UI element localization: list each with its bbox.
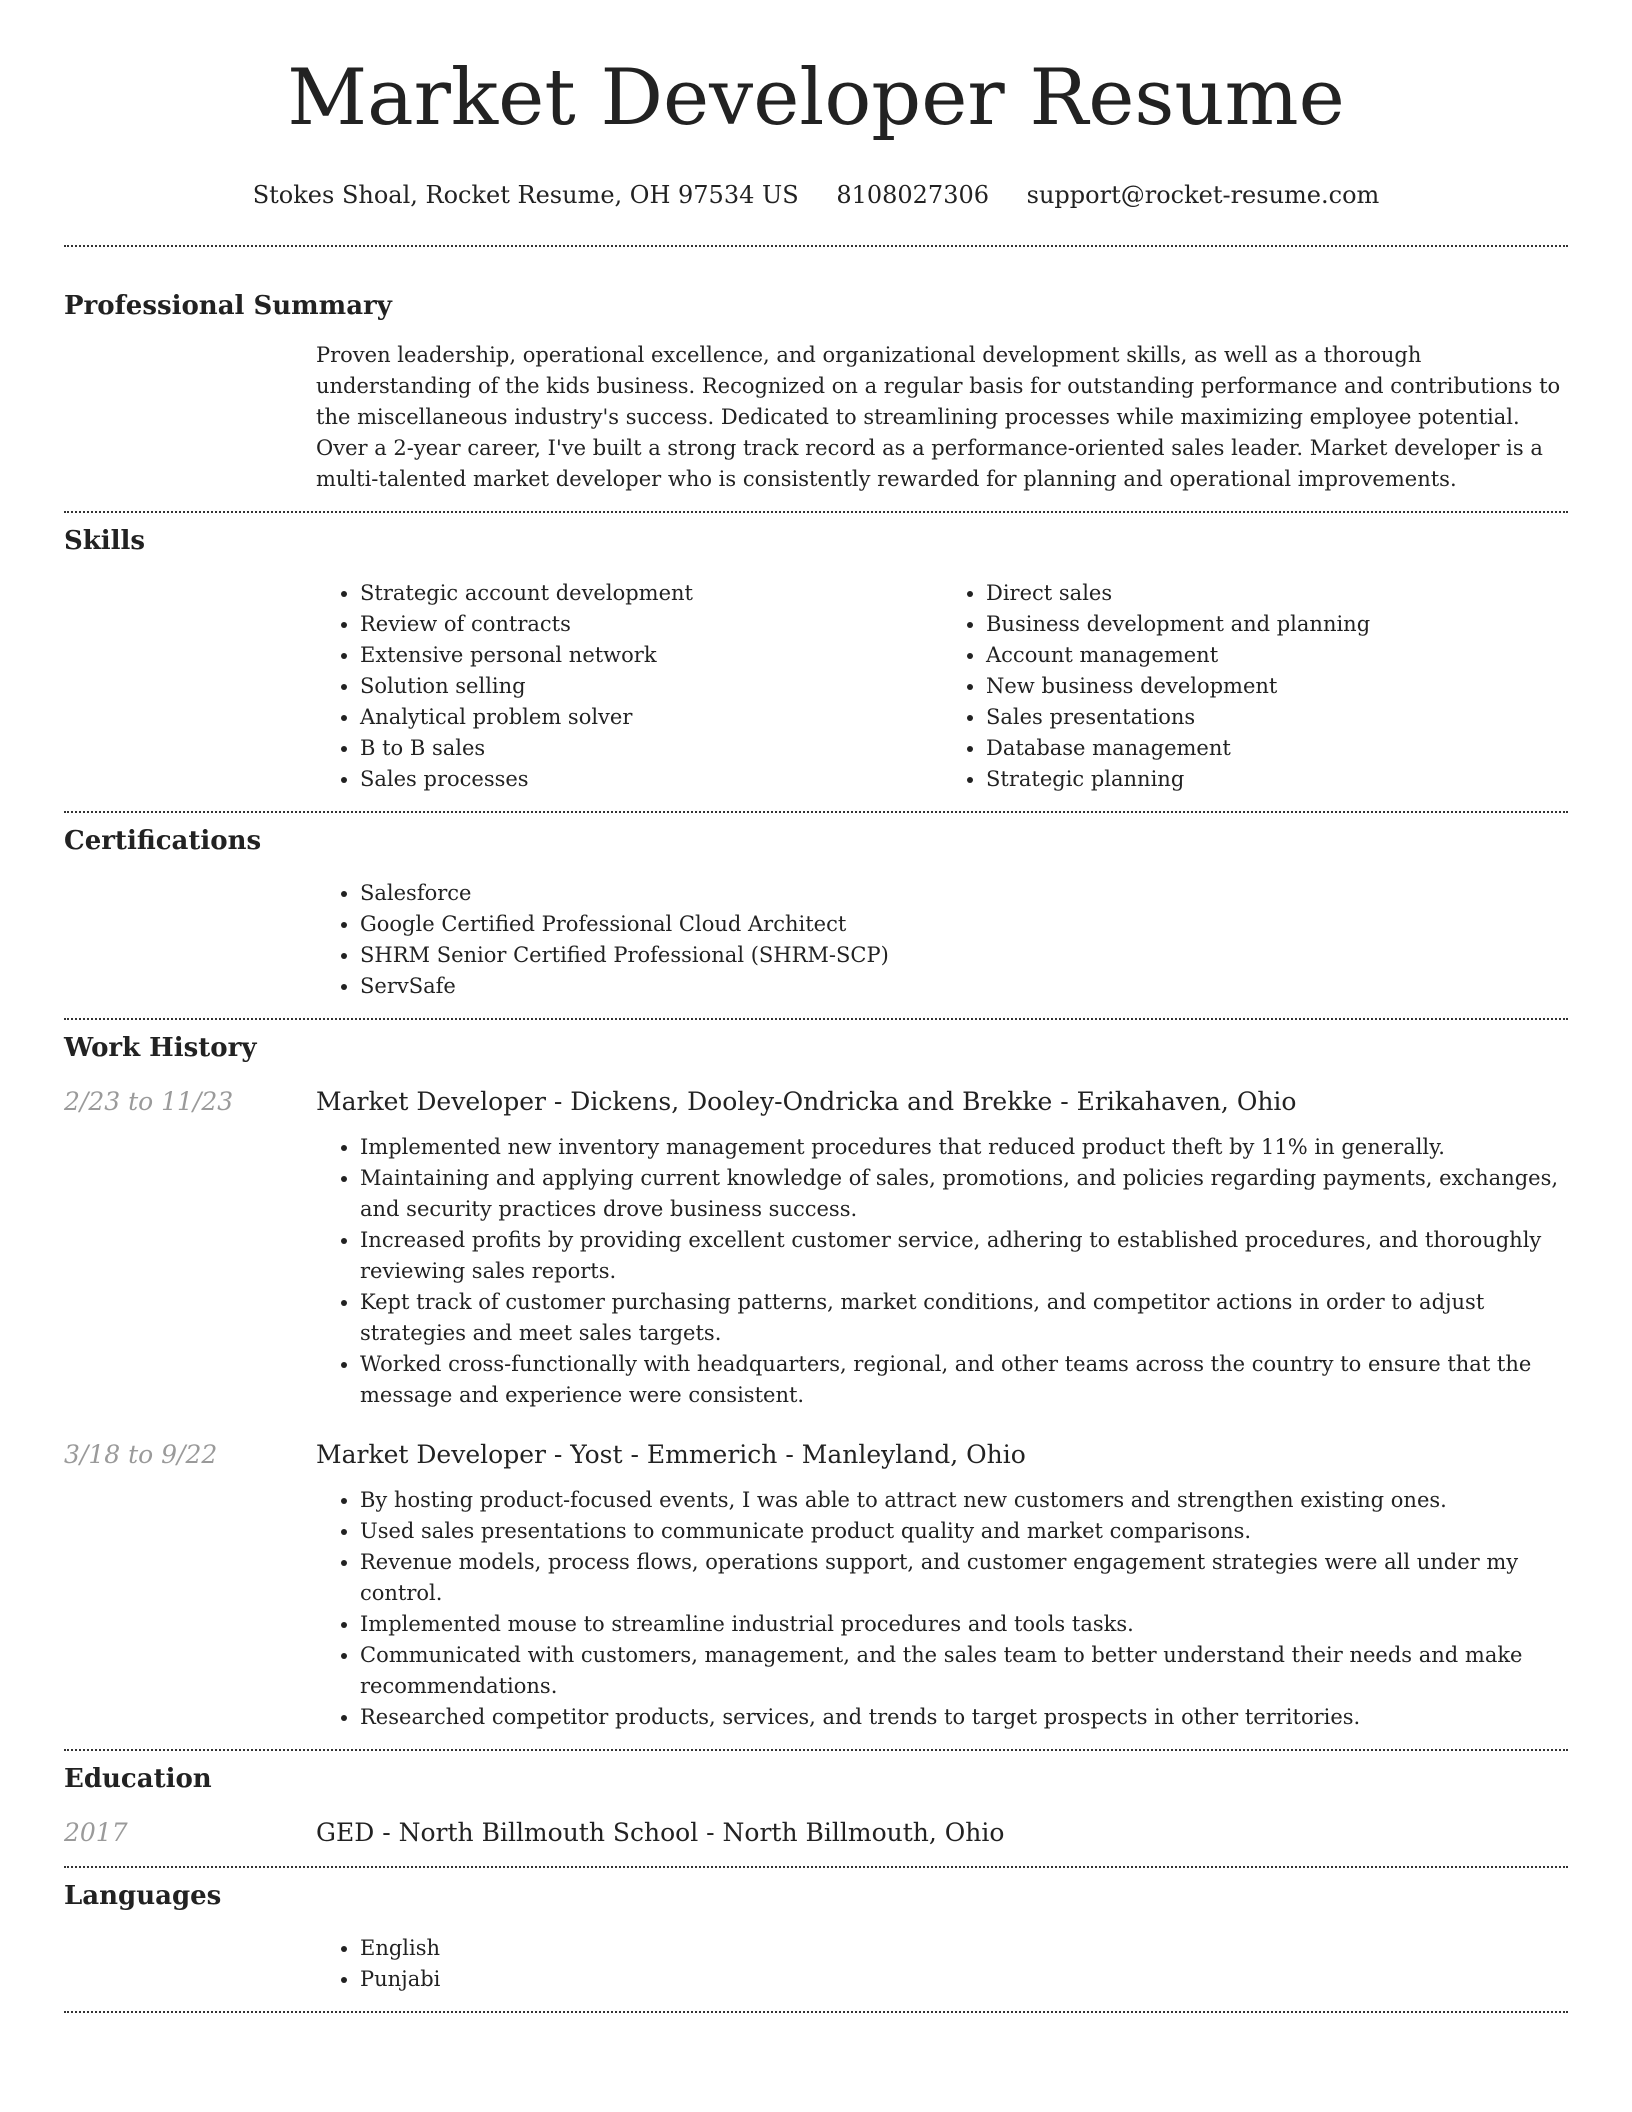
certification-item: • SHRM Senior Certified Professional (SHRM-SCP) <box>360 940 1568 971</box>
skills-grid <box>316 578 1568 795</box>
job-entry <box>64 1438 1568 1733</box>
resume-header <box>0 0 1632 210</box>
job-bullet: • Worked cross-functionally with headquarters, regional, and other teams across the country to ensure that the message and experience were consistent. <box>360 1349 1568 1411</box>
job-bullet: • Implemented new inventory management procedures that reduced product theft by 11% in generally. <box>360 1132 1568 1163</box>
education-entry <box>64 1816 1568 1850</box>
education-title: GED - North Billmouth School - North Billmouth, Ohio <box>316 1818 1005 1847</box>
education-date: 2017 <box>64 1818 128 1847</box>
job-bullets <box>316 1485 1568 1733</box>
resume-title: Market Developer Resume <box>287 53 1345 143</box>
skill-item: • Account management <box>986 640 1568 671</box>
language-item: • Punjabi <box>360 1964 1568 1995</box>
skill-item: • Sales processes <box>360 764 942 795</box>
job-bullets <box>316 1132 1568 1411</box>
certifications-heading: Certifications <box>64 826 262 856</box>
job-bullet: • Maintaining and applying current knowledge of sales, promotions, and policies regarding payments, exchanges, and security practices drove business success. <box>360 1163 1568 1225</box>
language-item: • English <box>360 1933 1568 1964</box>
job-bullet: • Researched competitor products, services, and trends to target prospects in other territories. <box>360 1702 1568 1733</box>
summary-heading: Professional Summary <box>64 291 392 321</box>
summary-section <box>0 247 1632 495</box>
contact-line <box>0 180 1632 210</box>
skills-heading: Skills <box>64 526 146 556</box>
languages-section <box>0 1868 1632 1995</box>
skills-section <box>0 513 1632 795</box>
job-bullet: • Implemented mouse to streamline industrial procedures and tools tasks. <box>360 1609 1568 1640</box>
contact-phone: 8108027306 <box>836 181 990 209</box>
skill-item: • Strategic planning <box>986 764 1568 795</box>
education-section <box>0 1751 1632 1850</box>
skill-item: • Sales presentations <box>986 702 1568 733</box>
job-entry <box>64 1085 1568 1411</box>
certifications-section <box>0 813 1632 1002</box>
contact-email: support@rocket-resume.com <box>1026 181 1380 209</box>
job-bullet: • Communicated with customers, management, and the sales team to better understand their needs and make recommendations. <box>360 1640 1568 1702</box>
skill-item: • Business development and planning <box>986 609 1568 640</box>
job-title: Market Developer - Dickens, Dooley-Ondricka and Brekke - Erikahaven, Ohio <box>316 1087 1297 1116</box>
skill-item: • Analytical problem solver <box>360 702 942 733</box>
skill-item: • Strategic account development <box>360 578 942 609</box>
job-bullet: • By hosting product-focused events, I was able to attract new customers and strengthen existing ones. <box>360 1485 1568 1516</box>
skill-item: • B to B sales <box>360 733 942 764</box>
job-dates: 3/18 to 9/22 <box>64 1440 218 1469</box>
languages-heading: Languages <box>64 1881 222 1911</box>
contact-address: Stokes Shoal, Rocket Resume, OH 97534 US <box>252 181 799 209</box>
skill-item: • Extensive personal network <box>360 640 942 671</box>
job-title: Market Developer - Yost - Emmerich - Manleyland, Ohio <box>316 1440 1026 1469</box>
job-bullet: • Used sales presentations to communicate product quality and market comparisons. <box>360 1516 1568 1547</box>
languages-list <box>316 1933 1568 1995</box>
skill-item: • New business development <box>986 671 1568 702</box>
skills-list-left <box>316 578 942 795</box>
certification-item: • Google Certified Professional Cloud Architect <box>360 909 1568 940</box>
job-bullet: • Revenue models, process flows, operations support, and customer engagement strategies were all under my control. <box>360 1547 1568 1609</box>
work-history-section <box>0 1020 1632 1733</box>
job-dates: 2/23 to 11/23 <box>64 1087 234 1116</box>
skill-item: • Review of contracts <box>360 609 942 640</box>
certification-item: • ServSafe <box>360 971 1568 1002</box>
certifications-list <box>316 878 1568 1002</box>
work-history-heading: Work History <box>64 1033 257 1063</box>
skill-item: • Direct sales <box>986 578 1568 609</box>
job-bullet: • Increased profits by providing excellent customer service, adhering to established procedures, and thoroughly reviewing sales reports. <box>360 1225 1568 1287</box>
summary-text: Proven leadership, operational excellence, and organizational development skills, as well as a thorough understanding of the kids business. Recognized on a regular basis for outstanding performance and contributions to the miscellaneous industry's success. Dedicated to streamlining processes while maximizing employee potential. Over a 2-year career, I've built a strong track record as a performance-oriented sales leader. Market developer is a multi-talented market developer who is consistently rewarded for planning and operational improvements. <box>316 343 1561 491</box>
skill-item: • Database management <box>986 733 1568 764</box>
skill-item: • Solution selling <box>360 671 942 702</box>
certification-item: • Salesforce <box>360 878 1568 909</box>
education-heading: Education <box>64 1764 212 1794</box>
section-divider <box>64 2011 1568 2013</box>
skills-list-right <box>942 578 1568 795</box>
job-bullet: • Kept track of customer purchasing patterns, market conditions, and competitor actions in order to adjust strategies and meet sales targets. <box>360 1287 1568 1349</box>
